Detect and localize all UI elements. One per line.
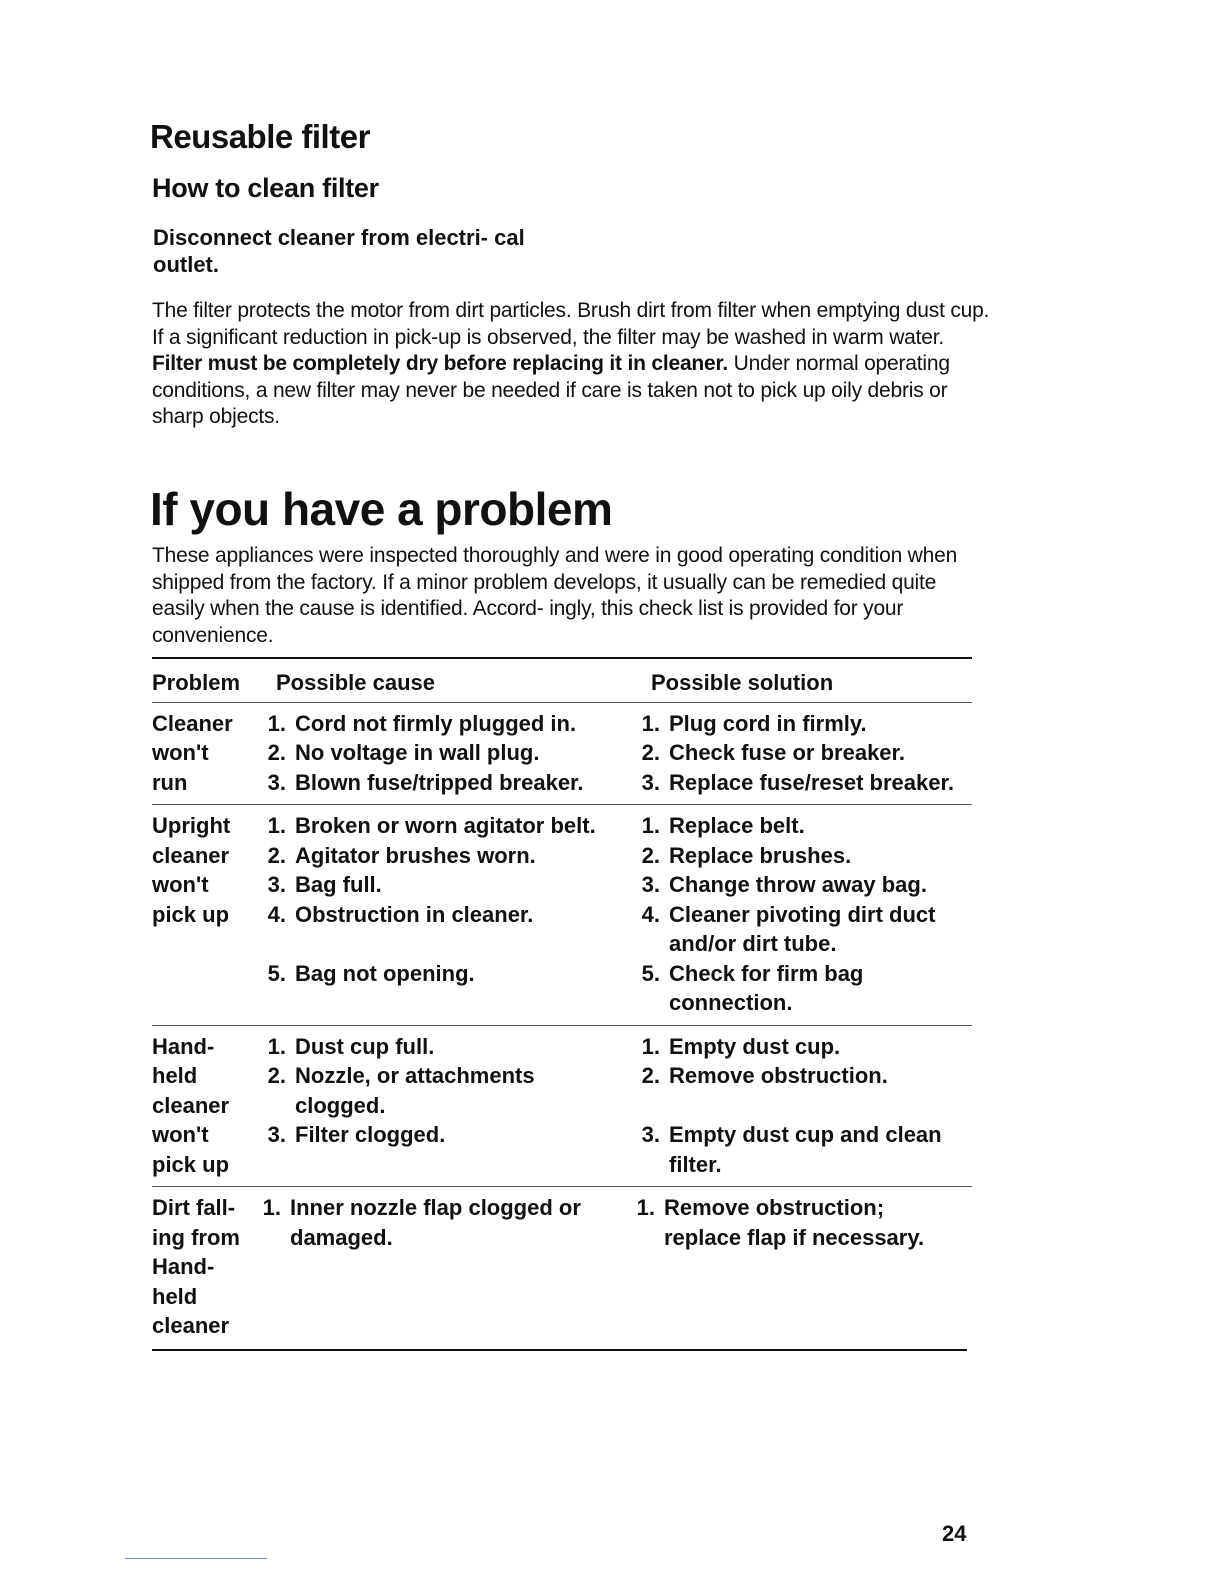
table-row [152, 1187, 967, 1351]
cause-solution-pair [252, 870, 972, 900]
section-title: Reusable filter [150, 118, 370, 155]
cause-number: 1. [267, 813, 286, 838]
cause-text: Bag full. [295, 872, 382, 897]
cause-number: 1. [267, 1033, 286, 1059]
problem-line: Upright [152, 813, 231, 838]
solution-cell [626, 709, 972, 739]
cause-number: 1. [262, 1195, 281, 1220]
cause-cell [252, 811, 626, 841]
solution-text: Change throw away bag. [669, 872, 927, 897]
problem-cell [152, 1193, 247, 1341]
problem-line: pick up [152, 901, 230, 927]
cause-cell [252, 870, 626, 900]
cause-number: 1. [267, 710, 286, 736]
cause-cell [252, 841, 626, 871]
problem-line: won't [152, 872, 209, 897]
cause-solution-pair [252, 900, 972, 959]
solution-number: 3. [641, 1122, 660, 1147]
solution-text: Replace brushes. [669, 842, 852, 868]
problem-line: held [152, 1063, 198, 1088]
problem-line: Hand- [152, 1033, 215, 1059]
solution-cell [621, 1193, 967, 1252]
solution-text: Plug cord in firmly. [669, 710, 867, 736]
problem-line: Cleaner [152, 710, 233, 736]
filter-paragraph-text-b: Under normal operating conditions, a new filter may never be needed if care is taken not to pick up oily debris or sharp objects. [152, 352, 950, 428]
cause-number: 2. [267, 740, 286, 765]
solution-cell [626, 900, 972, 959]
problem-line: cleaner [152, 1313, 230, 1338]
problem-line: cleaner [152, 842, 230, 868]
cause-text: Blown fuse/tripped breaker. [295, 769, 584, 795]
solution-cell [626, 1061, 972, 1120]
problem-line: Dirt fall- [152, 1195, 236, 1220]
cause-solution-pair [252, 1032, 972, 1062]
cause-number: 2. [267, 842, 286, 868]
cause-solution-list [252, 811, 972, 1018]
solution-cell [626, 841, 972, 871]
cause-text: Inner nozzle flap clogged or damaged. [290, 1195, 581, 1250]
solution-number: 1. [636, 1195, 655, 1220]
disconnect-warning: Disconnect cleaner from electri- cal outlet. [153, 225, 525, 277]
cause-solution-pair [252, 811, 972, 841]
filter-paragraph-text-a: The filter protects the motor from dirt particles. Brush dirt from filter when emptying dust cup. If a significant reduction in pick-up is observed, the filter may be washed in warm water. [152, 299, 990, 349]
table-top-rule [152, 657, 972, 659]
cause-text: Dust cup full. [295, 1033, 435, 1059]
problem-line: won't [152, 1122, 209, 1147]
header-cause: Possible cause [276, 670, 435, 695]
table-header [152, 668, 972, 703]
problem-cell [152, 709, 252, 798]
cause-solution-pair [252, 1120, 972, 1179]
cause-solution-pair [252, 709, 972, 739]
problem-line: pick up [152, 1151, 230, 1177]
cause-number: 3. [267, 872, 286, 897]
filter-paragraph-bold: Filter must be completely dry before replacing it in cleaner. [152, 352, 728, 375]
cause-cell [247, 1193, 621, 1252]
solution-text: Empty dust cup. [669, 1033, 841, 1059]
solution-text: Remove obstruction; replace flap if necessary. [664, 1195, 925, 1250]
cause-cell [252, 709, 626, 739]
solution-cell [626, 959, 972, 1018]
page-number: 24 [942, 1521, 967, 1546]
cause-number: 4. [267, 901, 286, 927]
cause-solution-pair [252, 738, 972, 768]
cause-text: Cord not firmly plugged in. [295, 710, 577, 736]
solution-text: Replace fuse/reset breaker. [669, 769, 954, 795]
problem-line: held [152, 1283, 198, 1309]
header-solution: Possible solution [651, 670, 834, 695]
solution-number: 1. [641, 813, 660, 838]
cause-text: Bag not opening. [295, 960, 475, 986]
filter-paragraph [152, 298, 992, 431]
cause-solution-pair [252, 959, 972, 1018]
cause-solution-pair [252, 768, 972, 798]
solution-cell [626, 768, 972, 798]
table-row [152, 805, 972, 1026]
cause-cell [252, 959, 626, 1018]
solution-cell [626, 811, 972, 841]
cause-cell [252, 768, 626, 798]
problem-intro: These appliances were inspected thoroughly and were in good operating condition when shipped from the factory. If a minor problem develops, it usually can be remedied quite easily when the cause is identified. Accord- ingly, this check list is provided for your convenience. [152, 544, 958, 647]
solution-cell [626, 870, 972, 900]
cause-number: 5. [267, 960, 286, 986]
cause-solution-pair [252, 1061, 972, 1120]
cause-text: Agitator brushes worn. [295, 842, 536, 868]
table-row [152, 1026, 972, 1188]
cause-text: Filter clogged. [295, 1122, 446, 1147]
solution-cell [626, 1032, 972, 1062]
table-body [152, 703, 986, 1351]
solution-number: 5. [641, 960, 660, 986]
solution-number: 3. [641, 872, 660, 897]
header-problem: Problem [152, 670, 241, 695]
problem-heading: If you have a problem [150, 483, 613, 535]
solution-number: 2. [641, 842, 660, 868]
cause-text: Obstruction in cleaner. [295, 901, 534, 927]
problem-line: cleaner [152, 1092, 230, 1118]
problem-cell [152, 811, 252, 1018]
cause-number: 2. [267, 1063, 286, 1088]
solution-text: Check for firm bag connection. [669, 960, 864, 1015]
solution-number: 3. [641, 769, 660, 795]
cause-number: 3. [267, 1122, 286, 1147]
solution-cell [626, 738, 972, 768]
solution-text: Empty dust cup and clean filter. [669, 1122, 942, 1177]
cause-cell [252, 900, 626, 959]
cause-cell [252, 738, 626, 768]
problem-line: Hand- [152, 1254, 215, 1279]
solution-text: Replace belt. [669, 813, 805, 838]
problem-line: won't [152, 740, 209, 765]
solution-number: 1. [641, 1033, 660, 1059]
section-subtitle: How to clean filter [152, 173, 379, 203]
solution-text: Remove obstruction. [669, 1063, 888, 1088]
solution-number: 4. [641, 901, 660, 927]
cause-solution-pair [252, 841, 972, 871]
cause-cell [252, 1061, 626, 1120]
problem-line: run [152, 769, 188, 795]
solution-number: 1. [641, 710, 660, 736]
cause-text: No voltage in wall plug. [295, 740, 540, 765]
cause-cell [252, 1032, 626, 1062]
cause-solution-pair [247, 1193, 967, 1252]
cause-text: Nozzle, or attachments clogged. [295, 1063, 535, 1118]
solution-number: 2. [641, 1063, 660, 1088]
cause-solution-list [252, 709, 972, 798]
table-row [152, 703, 972, 806]
cause-solution-list [247, 1193, 967, 1341]
solution-number: 2. [641, 740, 660, 765]
solution-cell [626, 1120, 972, 1179]
cause-cell [252, 1120, 626, 1179]
solution-text: Cleaner pivoting dirt duct and/or dirt tube. [669, 901, 936, 956]
cause-text: Broken or worn agitator belt. [295, 813, 596, 838]
solution-text: Check fuse or breaker. [669, 740, 906, 765]
problem-line: ing from [152, 1224, 240, 1250]
troubleshooting-table [152, 668, 986, 1351]
cause-solution-list [252, 1032, 972, 1180]
footer-mark [125, 1558, 267, 1559]
cause-number: 3. [267, 769, 286, 795]
problem-cell [152, 1032, 252, 1180]
